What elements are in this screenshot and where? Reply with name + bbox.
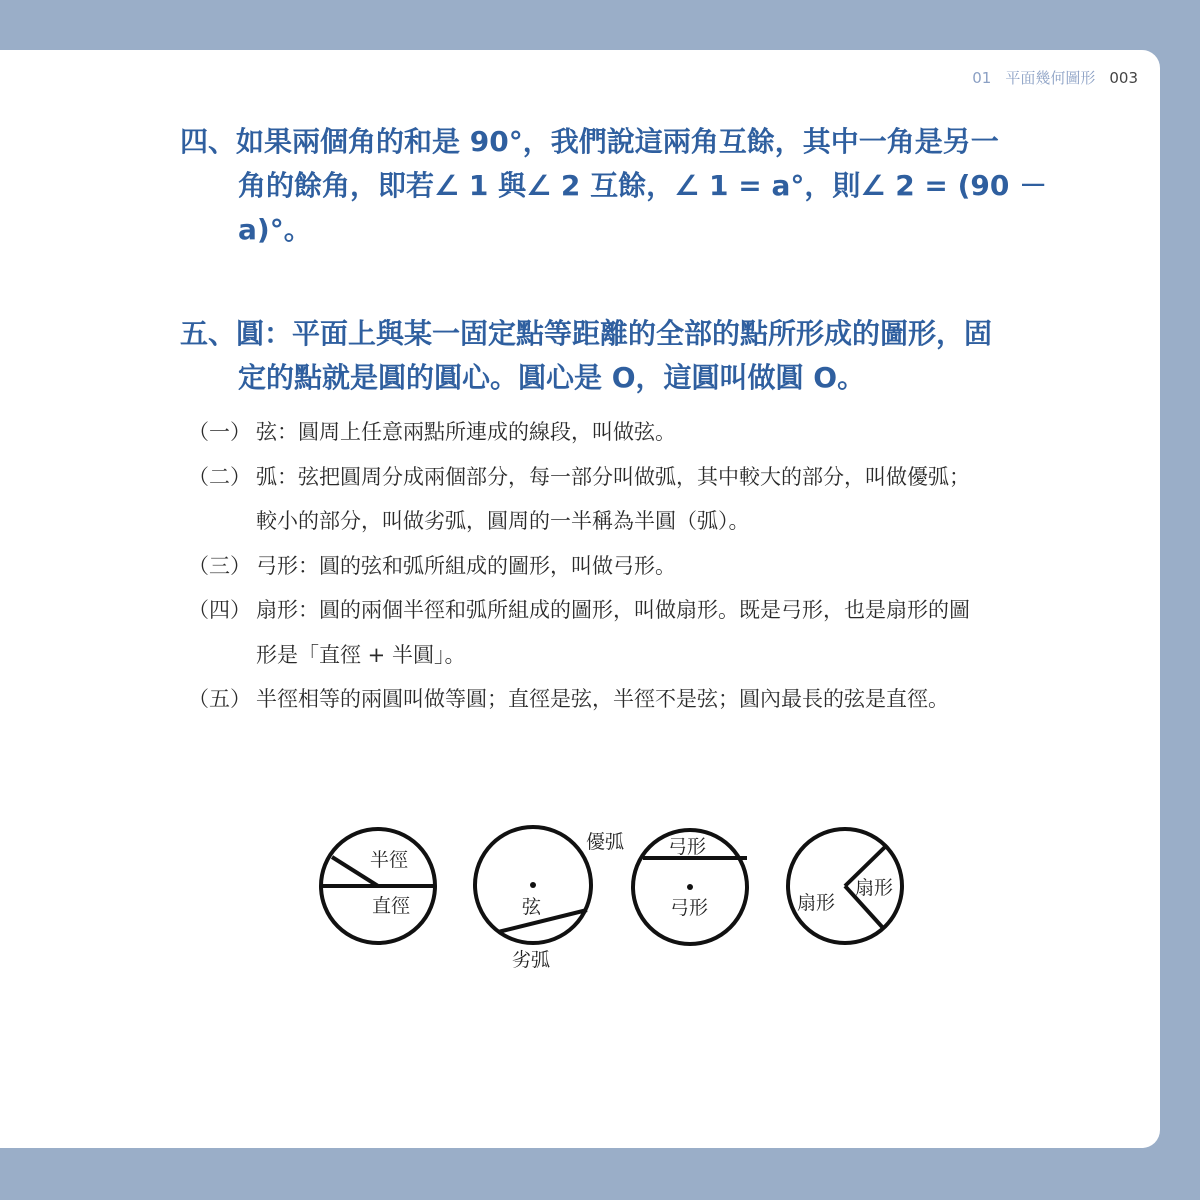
list-item xyxy=(188,544,1068,589)
center-dot xyxy=(687,884,693,890)
item-text: 較小的部分，叫做劣弧，圓周的一半稱為半圓（弧）。 xyxy=(256,509,750,533)
item-number: （一） xyxy=(188,420,251,444)
section-five-line-1: 五、圓：平面上與某一固定點等距離的全部的點所形成的圖形，固 xyxy=(180,317,993,350)
definition-list xyxy=(188,410,1068,722)
item-text: 半徑相等的兩圓叫做等圓；直徑是弦，半徑不是弦；圓內最長的弦是直徑。 xyxy=(256,687,949,711)
item-number: （五） xyxy=(188,687,251,711)
section-four xyxy=(180,120,1060,252)
item-number: （二） xyxy=(188,464,251,489)
list-item xyxy=(188,677,1068,722)
section-five-line-2: 定的點就是圓的圓心。圓心是 O，這圓叫做圓 O。 xyxy=(238,361,866,394)
label-minor-arc: 劣弧 xyxy=(512,949,551,971)
label-radius: 半徑 xyxy=(370,849,409,871)
list-item xyxy=(188,588,1068,677)
label-sector-right: 扇形 xyxy=(855,877,894,899)
chapter-number: 01 xyxy=(972,69,992,87)
item-number: （四） xyxy=(188,598,251,622)
item-text: 弦：圓周上任意兩點所連成的線段，叫做弦。 xyxy=(256,420,676,444)
circle-diagrams-svg xyxy=(300,815,920,985)
label-segment-top: 弓形 xyxy=(668,836,707,858)
item-text: 弓形：圓的弦和弧所組成的圖形，叫做弓形。 xyxy=(256,553,676,578)
label-diameter: 直徑 xyxy=(372,895,411,917)
label-chord: 弦 xyxy=(522,896,542,918)
running-header xyxy=(972,67,1138,88)
item-text: 扇形：圓的兩個半徑和弧所組成的圖形，叫做扇形。既是弓形，也是扇形的圖 xyxy=(256,598,970,622)
chapter-title: 平面幾何圖形 xyxy=(1005,69,1096,87)
section-four-line-2: 角的餘角，即若∠ 1 與∠ 2 互餘，∠ 1 = a°，則∠ 2 = (90 － xyxy=(238,169,1048,202)
label-major-arc: 優弧 xyxy=(586,831,625,853)
item-text: 形是「直徑 + 半圓」。 xyxy=(256,642,466,667)
label-sector-left: 扇形 xyxy=(797,892,836,914)
section-four-line-3: a)°。 xyxy=(238,213,312,246)
item-text: 弧：弦把圓周分成兩個部分，每一部分叫做弧，其中較大的部分，叫做優弧； xyxy=(256,464,970,489)
item-number: （三） xyxy=(188,553,251,578)
page-number: 003 xyxy=(1109,69,1138,87)
circle-diagrams xyxy=(300,815,920,985)
section-five xyxy=(180,312,1060,400)
list-item xyxy=(188,410,1068,455)
list-item xyxy=(188,455,1068,544)
label-segment-bottom: 弓形 xyxy=(670,897,709,919)
center-dot xyxy=(530,882,536,888)
section-four-line-1: 四、如果兩個角的和是 90°，我們說這兩角互餘，其中一角是另一 xyxy=(180,125,999,158)
